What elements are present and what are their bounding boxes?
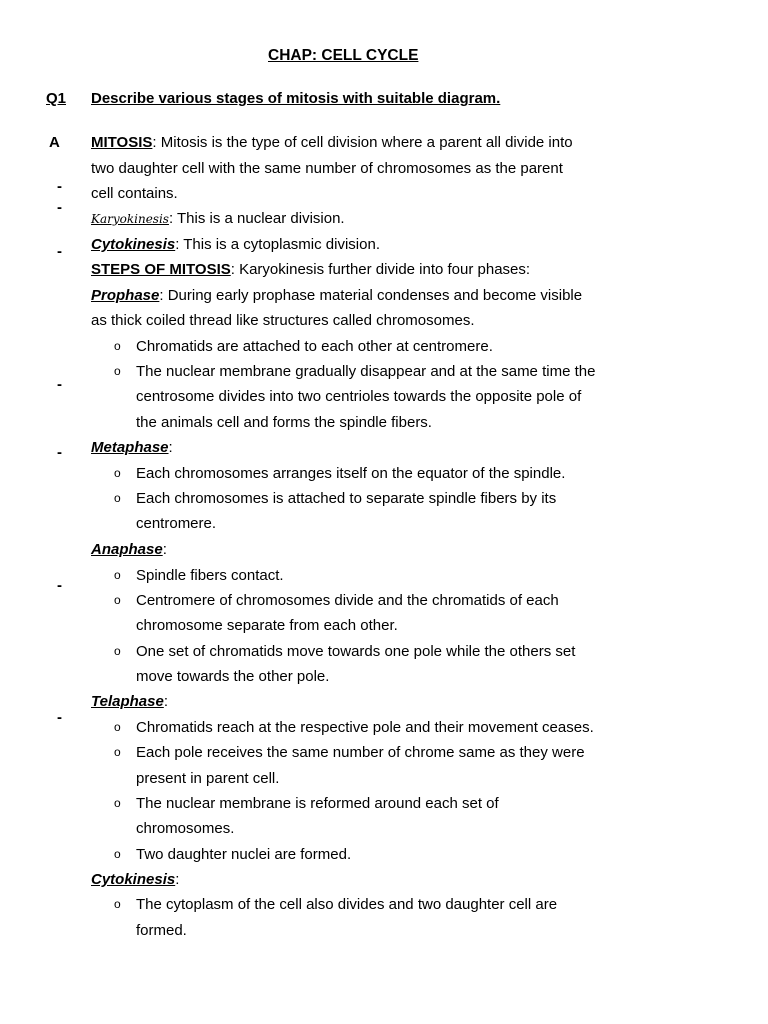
karyokinesis-definition: Karyokinesis: This is a nuclear division. [91, 210, 345, 227]
margin-dash: - [57, 199, 62, 216]
list-item-continuation: centrosome divides into two centrioles towards the opposite pole of [136, 388, 582, 405]
question-text: Describe various stages of mitosis with suitable diagram. [91, 90, 501, 107]
list-item: o Chromatids are attached to each other at centromere. [114, 338, 493, 355]
mitosis-term: MITOSIS [91, 134, 153, 151]
telaphase-term: Telaphase [91, 693, 164, 710]
steps-term: STEPS OF MITOSIS [91, 261, 231, 278]
cytokinesis-term: Cytokinesis [91, 236, 176, 253]
list-item-continuation: centromere. [136, 515, 217, 532]
answer-mark: A [49, 134, 60, 151]
cytokinesis-section-term: Cytokinesis [91, 871, 176, 888]
page-title: CHAP: CELL CYCLE [268, 47, 419, 64]
list-item: o Chromatids reach at the respective pole and their movement ceases. [114, 719, 594, 736]
list-item-continuation: the animals cell and forms the spindle fibers. [136, 414, 432, 431]
cytokinesis-definition: Cytokinesis: This is a cytoplasmic division. [91, 236, 380, 253]
margin-dash: - [57, 376, 62, 393]
margin-dash: - [57, 709, 62, 726]
steps-of-mitosis: STEPS OF MITOSIS: Karyokinesis further divide into four phases: [91, 261, 531, 278]
margin-dash: - [57, 243, 62, 260]
telaphase-heading: Telaphase: [91, 693, 168, 710]
list-item-continuation: chromosome separate from each other. [136, 617, 398, 634]
prophase-term: Prophase [91, 287, 160, 304]
list-item-continuation: move towards the other pole. [136, 668, 330, 685]
list-item: o The nuclear membrane gradually disappear and at the same time the [114, 363, 596, 380]
list-item: o Spindle fibers contact. [114, 567, 284, 584]
list-item: o One set of chromatids move towards one pole while the others set [114, 643, 576, 660]
list-item: o Each chromosomes is attached to separate spindle fibers by its [114, 490, 557, 507]
mitosis-definition: MITOSIS: Mitosis is the type of cell division where a parent all divide into [91, 134, 573, 151]
question-number: Q1 [46, 90, 67, 107]
metaphase-term: Metaphase [91, 439, 169, 456]
prophase-heading: Prophase: During early prophase material condenses and become visible [91, 287, 583, 304]
list-item: o Centromere of chromosomes divide and the chromatids of each [114, 592, 559, 609]
metaphase-heading: Metaphase: [91, 439, 173, 456]
cytokinesis-heading: Cytokinesis: [91, 871, 180, 888]
margin-dash: - [57, 577, 62, 594]
list-item: o Two daughter nuclei are formed. [114, 846, 352, 863]
prophase-definition-line: as thick coiled thread like structures called chromosomes. [91, 312, 475, 329]
list-item: o Each pole receives the same number of chrome same as they were [114, 744, 585, 761]
margin-dash: - [57, 178, 62, 195]
list-item-continuation: chromosomes. [136, 820, 235, 837]
list-item: o Each chromosomes arranges itself on the equator of the spindle. [114, 465, 566, 482]
mitosis-definition-line: cell contains. [91, 185, 178, 202]
karyokinesis-term: Karyokinesis [91, 212, 169, 226]
list-item-continuation: formed. [136, 922, 187, 939]
list-item: o The cytoplasm of the cell also divides and two daughter cell are [114, 896, 558, 913]
list-item-continuation: present in parent cell. [136, 770, 280, 787]
anaphase-heading: Anaphase: [91, 541, 167, 558]
list-item: o The nuclear membrane is reformed around each set of [114, 795, 499, 812]
margin-dash: - [57, 444, 62, 461]
anaphase-term: Anaphase [91, 541, 163, 558]
mitosis-definition-line: two daughter cell with the same number of chromosomes as the parent [91, 160, 563, 177]
